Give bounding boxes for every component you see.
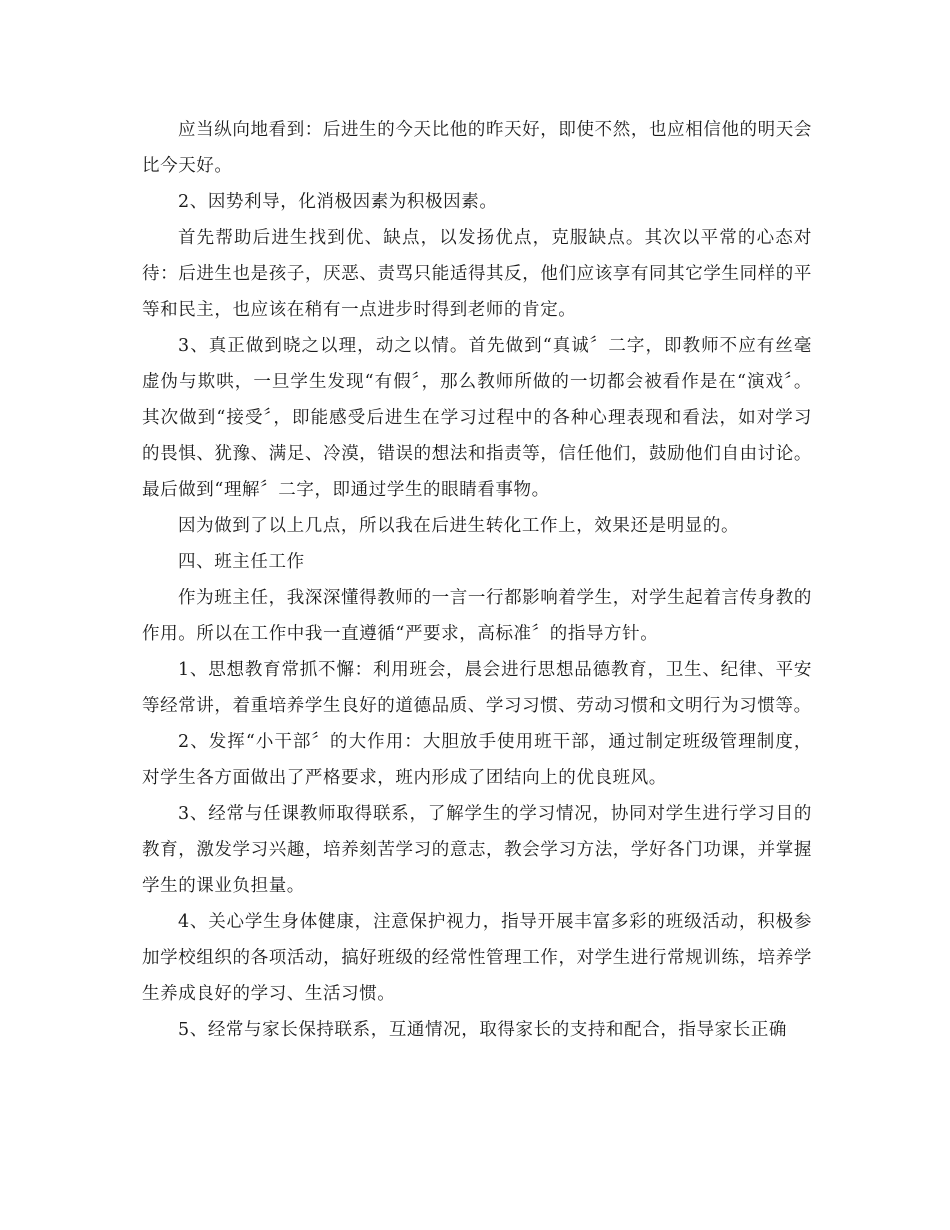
paragraph-item-3-teacher-contact: 3、经常与任课教师取得联系，了解学生的学习情况，协同对学生进行学习目的教育，激发学习兴趣，培养刻苦学习的意志，教会学习方法，学好各门功课，并掌握学生的课业负担量。 xyxy=(142,804,812,896)
paragraph-item-2-class-cadres: 2、发挥“小干部〞的大作用：大胆放手使用班干部，通过制定班级管理制度，对学生各方面做出了严格要求，班内形成了团结向上的优良班风。 xyxy=(142,732,812,788)
paragraph-point-2-heading: 2、因势利导，化消极因素为积极因素。 xyxy=(178,192,498,212)
paragraph-point-3: 3、真正做到晓之以理，动之以情。首先做到“真诚〞二字，即教师不应有丝毫虚伪与欺哄，一旦学生发现“有假〞，那么教师所做的一切都会被看作是在“演戏〞。其次做到“接受〞，即能感受后进生在学习过程中的各种心理表现和看法，如对学习的畏惧、犹豫、满足、冷漠，错误的想法和指责等，信任他们，鼓励他们自由讨论。最后做到“理解〞二字，即通过学生的眼睛看事物。 xyxy=(142,336,812,500)
paragraph-item-1-ideological-education: 1、思想教育常抓不懈：利用班会，晨会进行思想品德教育，卫生、纪律、平安等经常讲，着重培养学生良好的道德品质、学习习惯、劳动习惯和文明行为习惯等。 xyxy=(142,660,812,716)
paragraph-item-4-student-health: 4、关心学生身体健康，注意保护视力，指导开展丰富多彩的班级活动，积极参加学校组织的各项活动，搞好班级的经常性管理工作，对学生进行常规训练，培养学生养成良好的学习、生活习惯。 xyxy=(142,912,812,1004)
paragraph-conversion-result: 因为做到了以上几点，所以我在后进生转化工作上，效果还是明显的。 xyxy=(178,516,740,536)
paragraph-head-teacher-intro: 作为班主任，我深深懂得教师的一言一行都影响着学生，对学生起着言传身教的作用。所以在工作中我一直遵循“严要求，高标准〞的指导方针。 xyxy=(142,588,812,644)
paragraph-continuation: 应当纵向地看到：后进生的今天比他的昨天好，即使不然，也应相信他的明天会比今天好。 xyxy=(142,120,812,176)
paragraph-item-5-parent-contact: 5、经常与家长保持联系，互通情况，取得家长的支持和配合，指导家长正确 xyxy=(178,1020,788,1040)
paragraph-point-2-body: 首先帮助后进生找到优、缺点，以发扬优点，克服缺点。其次以平常的心态对待：后进生也是孩子，厌恶、责骂只能适得其反，他们应该享有同其它学生同样的平等和民主，也应该在稍有一点进步时得到老师的肯定。 xyxy=(142,228,812,320)
section-heading-head-teacher-work: 四、班主任工作 xyxy=(178,552,305,572)
document-body xyxy=(142,112,812,1048)
